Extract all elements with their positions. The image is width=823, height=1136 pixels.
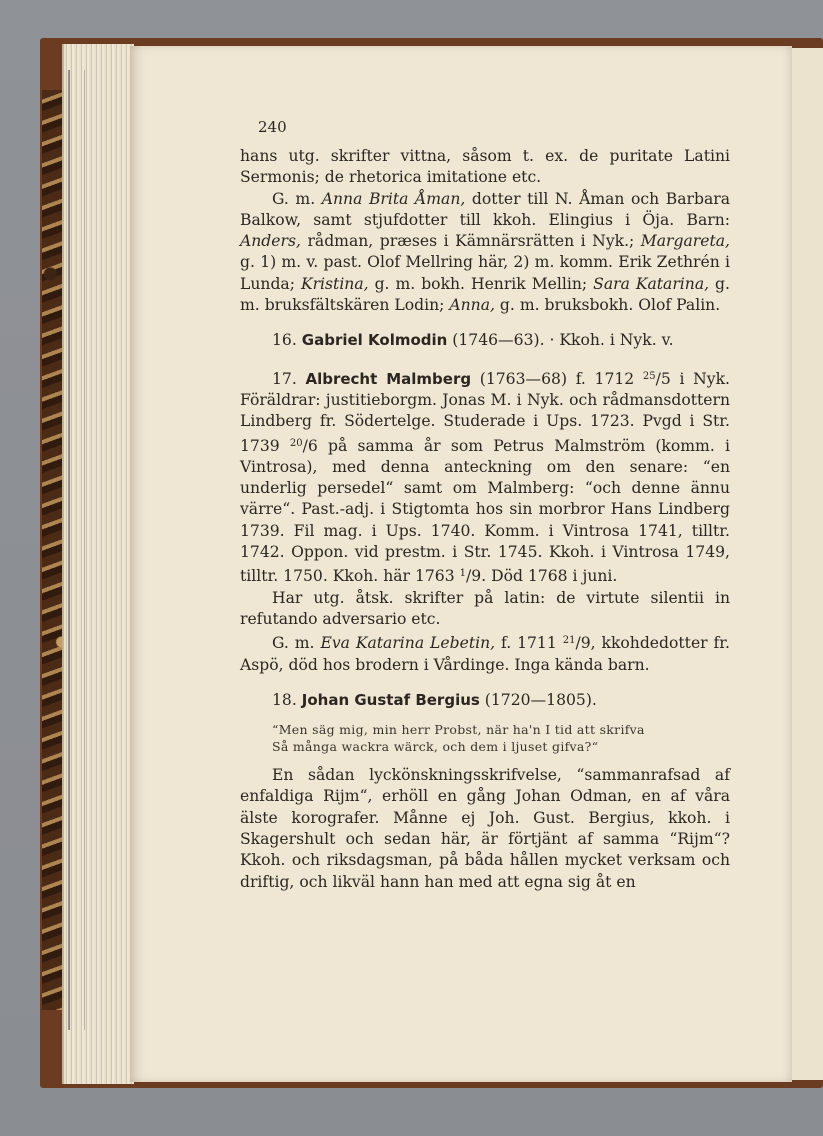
text-run: (1720—1805). [479, 690, 597, 709]
text-run: rådman, præses i Kämnärsrätten i Nyk.; [300, 232, 641, 251]
entry-name: Gabriel Kolmodin [301, 331, 448, 350]
spine-label [68, 70, 85, 1030]
date-fraction: /9 [465, 567, 482, 586]
text-run: G. m. [272, 634, 321, 653]
entry-18-text: En sådan lyckönskningsskrifvelse, “sammanrafsad af enfaldiga Rijm“, erhöll en gång Johan Odman, en af våra älste korografer. Månne ej Joh. Gust. Bergius, kkoh. i Skagershult och sedan här, är förtjänt af samma “Rijm“? Kkoh. och riksdagsman, på båda hållen mycket verksam och driftig, och likväl hann han med att egna sig åt en [240, 766, 730, 891]
entry-name: Albrecht Malmberg [305, 369, 472, 388]
entry-name: Johan Gustaf Bergius [301, 690, 480, 709]
quote-line-2: Så många wackra wärck, och dem i ljuset gifva?“ [272, 739, 599, 755]
name-italic: Anna Brita Åman, [321, 189, 466, 208]
text-run: i Nyk. Föräldrar: justitieborgm. Jonas M. i Nyk. och rådmansdottern Lindberg fr. Södertelge. Studerade i Ups. 1723. Pvgd i Str. 1739 [240, 369, 731, 455]
text-run: på samma år som Petrus Malmström (komm. i Vintrosa), med denna anteckning om den senare: “en underlig persedel“ samt om Malmberg: “och denne ännu värre“. Past.-adj. i Stigtomta hos sin morbror Hans Lindberg 1739. Fil mag. i Ups. 1740. Komm. i Vintrosa 1741, tilltr. 1742. Oppon. vid prestm. i Str. 1745. Kkoh. i Vintrosa 1749, tilltr. 1750. Kkoh. här 1763 [240, 436, 730, 586]
entry-number: 16. [272, 331, 297, 350]
text-run: g. m. bruksfältskären Lodin; [240, 274, 730, 315]
date-fraction: 21 [562, 635, 576, 647]
entry-18 [240, 690, 730, 711]
page-number: 240 [258, 118, 287, 136]
text-run: . Död 1768 i juni. [481, 567, 618, 586]
entry-17-marriage [240, 630, 730, 676]
entry-number: 17. [272, 369, 297, 388]
name-italic: Sara Katarina, [593, 274, 710, 293]
book-page [130, 46, 792, 1082]
text-run: dotter till N. Åman och Barbara Balkow, samt stjufdotter till kkoh. Elingius i Öja. Barn: [240, 189, 731, 229]
name-italic: Kristina, [300, 274, 369, 293]
entry-number: 18. [272, 690, 297, 709]
name-italic: Anna, [449, 296, 495, 315]
name-italic: Anders, [240, 232, 301, 251]
date-fraction: /9 [575, 634, 591, 653]
name-italic: Eva Katarina Lebetin, [320, 634, 496, 653]
paragraph-1 [240, 146, 730, 189]
text-run: g. m. bruksbokh. Olof Palin. [494, 296, 721, 315]
entry-17 [240, 366, 730, 588]
paragraph-2 [240, 189, 730, 317]
text-run: (1746—63). · Kkoh. i Nyk. v. [447, 331, 674, 350]
date-fraction: 1 [459, 568, 466, 580]
text-run: (1763—68) f. 1712 [471, 369, 643, 388]
text-run: g. 1) m. v. past. Olof Mellring här, 2) m. komm. Erik Zethrén i Lunda; [240, 253, 730, 293]
entry-16 [240, 330, 730, 351]
quote-line-1: “Men säg mig, min herr Probst, när ha'n I tid att skrifva [272, 722, 645, 738]
verse-quote [272, 721, 730, 755]
page-text [240, 146, 730, 893]
date-fraction: 20 [289, 437, 303, 449]
text-run: f. 1711 [495, 634, 563, 653]
text-run: hans utg. skrifter vittna, såsom t. ex. de puritate Latini Sermonis; de rhetorica imitatione etc. [240, 147, 730, 187]
text-run: G. m. [272, 189, 322, 208]
date-fraction: /6 [302, 436, 318, 455]
facing-page-edge [790, 48, 823, 1080]
text-run: , kkohdedotter fr. Aspö, död hos brodern i Vårdinge. Inga kända barn. [240, 634, 731, 674]
name-italic: Margareta, [640, 232, 730, 251]
entry-17-works: Har utg. åtsk. skrifter på latin: de virtute silentii in refutando adversario etc. [240, 588, 730, 628]
date-fraction: 25 [642, 370, 656, 382]
date-fraction: /5 [655, 369, 671, 388]
text-run: g. m. bokh. Henrik Mellin; [368, 274, 594, 293]
